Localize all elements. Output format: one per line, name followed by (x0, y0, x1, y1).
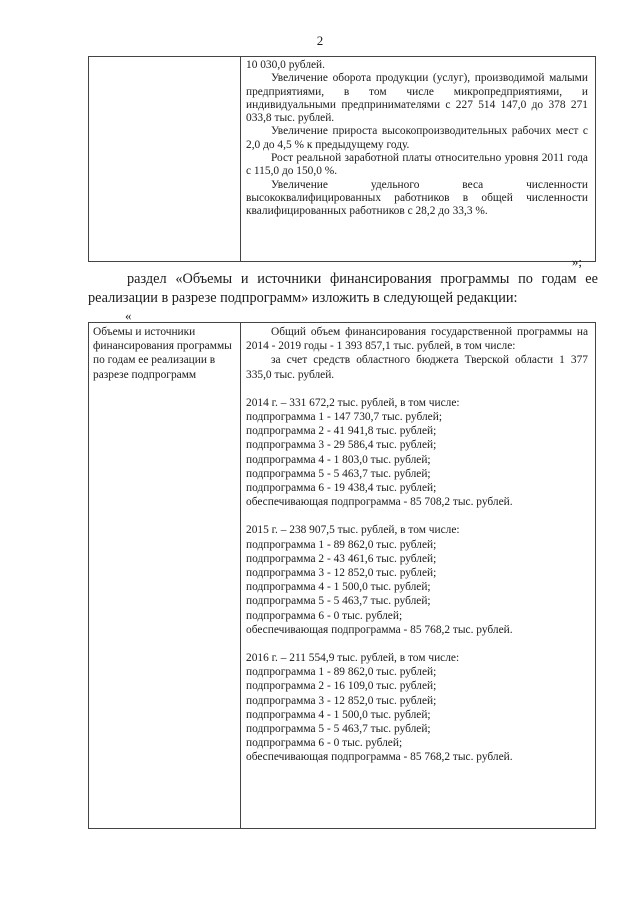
section-instruction: раздел «Объемы и источники финансирования программы по годам ее реализации в разрезе подпрограмм» изложить в следующей редакции: (88, 271, 598, 306)
indicators-cell (246, 59, 588, 219)
indicator-paragraph: 10 030,0 рублей. (246, 59, 325, 71)
subprogram-line: подпрограмма 2 - 16 109,0 тыс. рублей; (246, 680, 437, 693)
subprogram-line: обеспечивающая подпрограмма - 85 768,2 тыс. рублей. (246, 751, 513, 764)
subprogram-line: обеспечивающая подпрограмма - 85 768,2 тыс. рублей. (246, 623, 513, 636)
subprogram-line: подпрограмма 5 - 5 463,7 тыс. рублей; (246, 467, 431, 480)
financing-table (88, 322, 596, 829)
page-number: 2 (316, 33, 324, 48)
year-heading: 2016 г. – 211 554,9 тыс. рублей, в том числе: (246, 652, 460, 665)
subprogram-line: подпрограмма 2 - 43 461,6 тыс. рублей; (246, 552, 437, 565)
subprogram-line: подпрограмма 5 - 5 463,7 тыс. рублей; (246, 595, 431, 608)
subprogram-line: подпрограмма 4 - 1 500,0 тыс. рублей; (246, 581, 431, 594)
opening-quote: « (125, 308, 132, 323)
subprogram-line: обеспечивающая подпрограмма - 85 708,2 тыс. рублей. (246, 496, 513, 509)
financing-intro: Общий объем финансирования государственной программы на 2014 - 2019 годы - 1 393 857,1 тыс. рублей, в том числе: (246, 326, 588, 353)
year-heading: 2015 г. – 238 907,5 тыс. рублей, в том числе: (246, 524, 460, 537)
subprogram-line: подпрограмма 3 - 12 852,0 тыс. рублей; (246, 694, 437, 707)
year-block-2016 (246, 651, 588, 765)
indicator-paragraph: Увеличение прироста высокопроизводительных рабочих мест с 2,0 до 4,5 % к предыдущему году. (246, 125, 588, 151)
subprogram-line: подпрограмма 6 - 19 438,4 тыс. рублей; (246, 482, 437, 495)
subprogram-line: подпрограмма 4 - 1 500,0 тыс. рублей; (246, 708, 431, 721)
subprogram-line: подпрограмма 4 - 1 803,0 тыс. рублей; (246, 453, 431, 466)
subprogram-line: подпрограмма 1 - 89 862,0 тыс. рублей; (246, 538, 437, 551)
year-block-2015 (246, 523, 588, 637)
column-divider (240, 57, 241, 261)
indicator-paragraph: Рост реальной заработной платы относительно уровня 2011 года с 115,0 до 150,0 %. (246, 152, 588, 178)
indicator-paragraph: Увеличение удельного веса численности высококвалифицированных работников в общей численности квалифицированных работников с 28,2 до 33,3 %. (246, 178, 588, 218)
financing-regional-budget: за счет средств областного бюджета Тверской области 1 377 335,0 тыс. рублей. (246, 354, 588, 381)
subprogram-line: подпрограмма 3 - 12 852,0 тыс. рублей; (246, 567, 437, 580)
column-divider (240, 323, 241, 828)
year-heading: 2014 г. – 331 672,2 тыс. рублей, в том числе: (246, 396, 460, 409)
subprogram-line: подпрограмма 1 - 147 730,7 тыс. рублей; (246, 411, 442, 424)
subprogram-line: подпрограмма 5 - 5 463,7 тыс. рублей; (246, 723, 431, 736)
subprogram-line: подпрограмма 6 - 0 тыс. рублей; (246, 737, 403, 750)
subprogram-line: подпрограмма 6 - 0 тыс. рублей; (246, 609, 403, 622)
subprogram-line: подпрограмма 1 - 89 862,0 тыс. рублей; (246, 666, 437, 679)
closing-quote: »; (571, 254, 582, 269)
subprogram-line: подпрограмма 2 - 41 941,8 тыс. рублей; (246, 425, 437, 438)
year-block-2014 (246, 396, 588, 510)
indicators-table (88, 56, 596, 262)
financing-content-cell (246, 325, 588, 765)
indicator-paragraph: Увеличение оборота продукции (услуг), производимой малыми предприятиями, в том числе микропредприятиями, и индивидуальными предпринимателями с 227 514 147,0 до 378 271 033,8 тыс. рублей. (246, 72, 588, 125)
subprogram-line: подпрограмма 3 - 29 586,4 тыс. рублей; (246, 439, 437, 452)
financing-label-cell: Объемы и источники финансирования программы по годам ее реализации в разрезе подпрограмм (93, 326, 232, 381)
